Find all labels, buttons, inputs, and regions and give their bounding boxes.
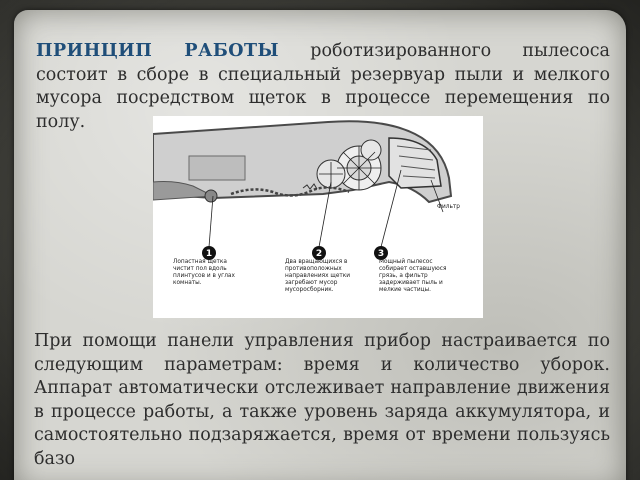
marker-2: 2	[315, 249, 323, 259]
control-paragraph: При помощи панели управления прибор настраивается по следующим параметрам: время и количество уборок. Аппарат автоматически отслеживает направление движения в процессе работы, а также уровень заряда аккумулятора, и самостоятельно подзаряжается, время от времени пользуясь базо	[34, 331, 610, 469]
marker-3: 3	[377, 249, 385, 259]
principle-text: роботизированного пылесоса состоит в сборе в специальный резервуар пыли и мелкого мусора посредством щеток в процессе перемещения по полу.	[36, 41, 610, 132]
caption-3: Мощный пылесос собирает оставшуюся грязь, а фильтр задерживает пыль и мелкие частицы.	[379, 259, 447, 293]
principle-heading: ПРИНЦИП РАБОТЫ	[36, 41, 280, 61]
caption-1: Лопастная щетка чистит пол вдоль плинтусов и в углах комнаты.	[173, 259, 235, 286]
marker-1: 1	[205, 249, 213, 259]
caption-2: Два вращающихся в противоположных направлениях щетки загребают мусор мусоросборник.	[285, 259, 351, 293]
filter-label: Фильтр	[437, 204, 460, 210]
vacuum-diagram	[153, 116, 483, 318]
